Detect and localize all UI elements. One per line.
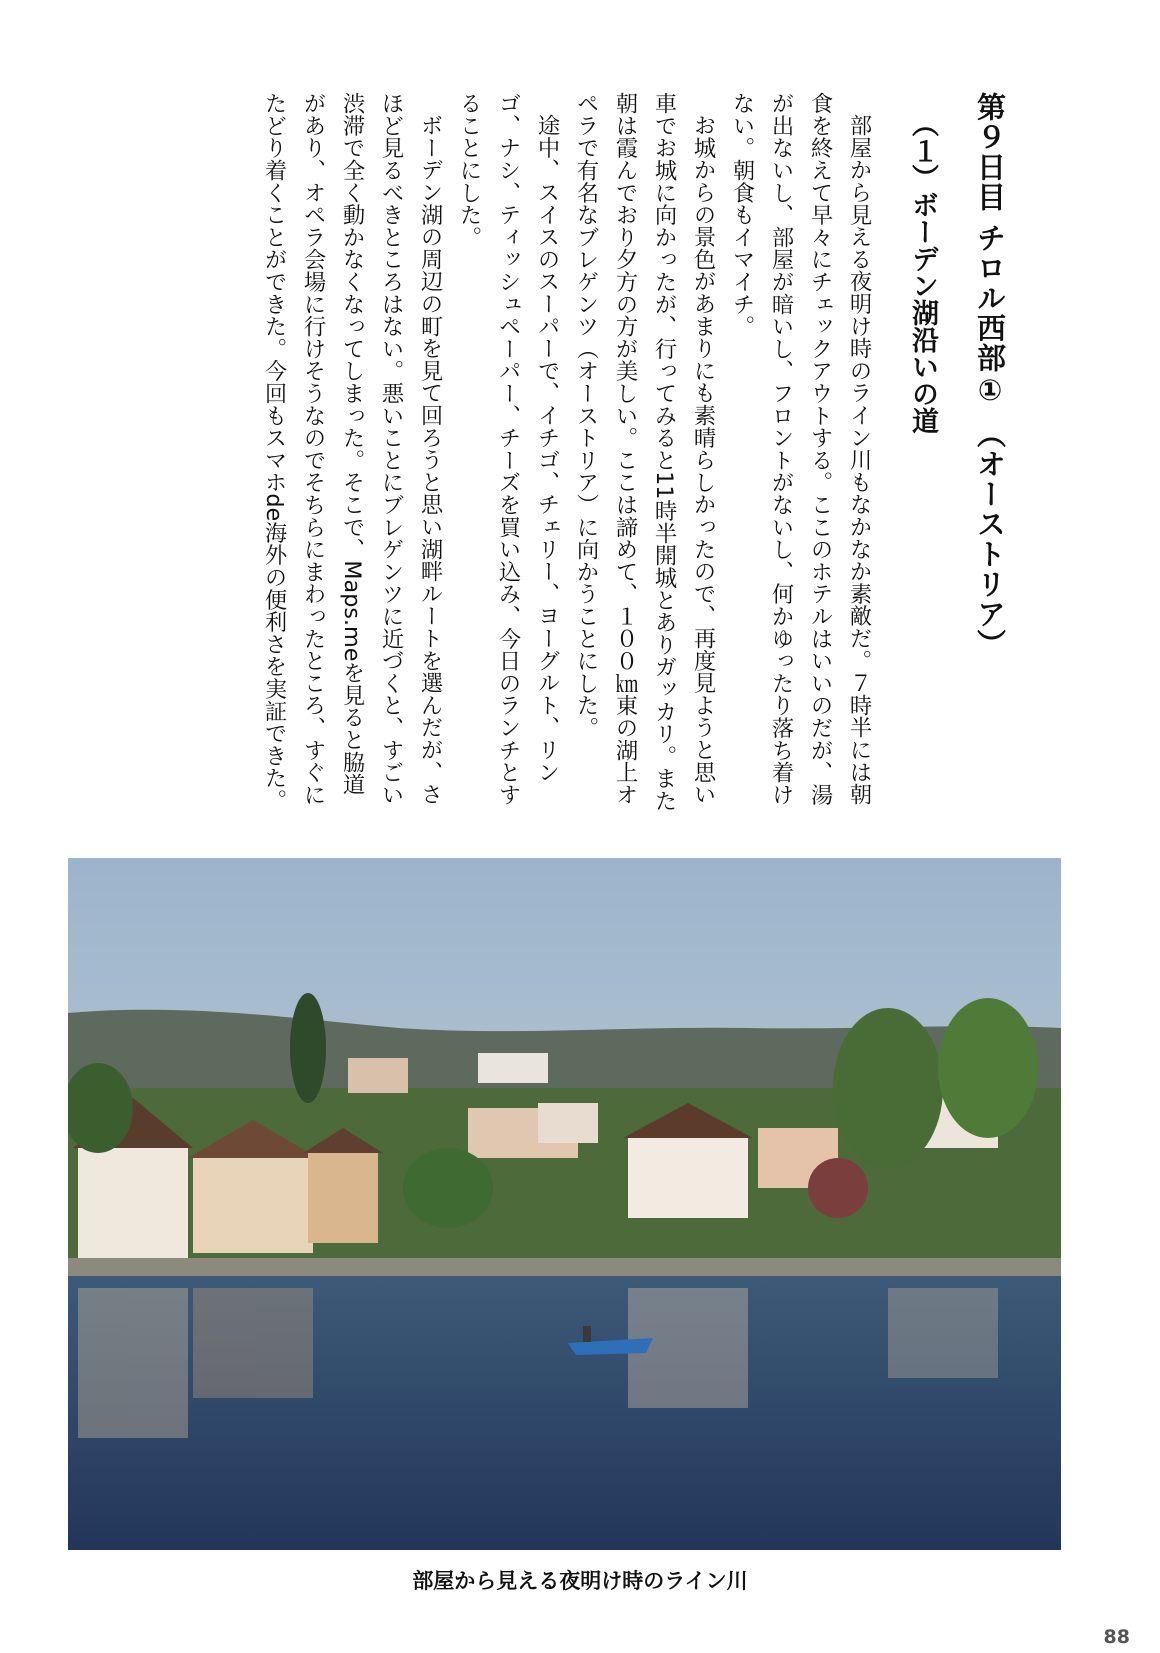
paragraph-1: 部屋から見える夜明け時のライン川もなかなか素敵だ。７時半には朝食を終えて早々にチェックアウトする。ここのホテルはいいのだが、湯が出ないし、部屋が暗いし、フロントがないし、何かゆったり落ち着けない。朝食もイマイチ。	[729, 92, 872, 806]
chapter-title: 第９日目 チロル西部① （オーストリア）	[973, 92, 1007, 660]
photo-illustration	[68, 858, 1061, 1550]
paragraph-2: お城からの景色があまりにも素晴らしかったので、再度見ようと思い車でお城に向かったが、行ってみると11時半開城とありガッカリ。また朝は霞んでおり夕方の方が美しい。ここは諦めて、１００㎞東の湖上オペラで有名なブレゲンツ（オーストリア）に向かうことにした。	[573, 92, 716, 812]
article-body	[130, 92, 1010, 812]
section-title: （１）ボーデン湖沿いの道	[907, 110, 938, 434]
river-wall	[68, 1258, 1061, 1278]
rhine-river-photo	[68, 858, 1061, 1550]
paragraph-3: 途中、スイスのスーパーで、イチゴ、チェリー、ヨーグルト、リンゴ、ナシ、ティッシュペーパー、チーズを買い込み、今日のランチとすることにした。	[456, 92, 560, 806]
photo-caption: 部屋から見える夜明け時のライン川	[412, 1569, 748, 1593]
page-number: 88	[1103, 1626, 1130, 1648]
paragraph-4: ボーデン湖の周辺の町を見て回ろうと思い湖畔ルートを選んだが、さほど見るべきところはない。悪いことにブレゲンツに近づくと、すごい渋滞で全く動かなくなってしまった。そこで、Maps.meを見ると脇道があり、オペラ会場に行けそうなのでそちらにまわったところ、すぐにたどり着くことができた。今回もスマホde海外の便利さを実証できた。	[261, 92, 443, 812]
